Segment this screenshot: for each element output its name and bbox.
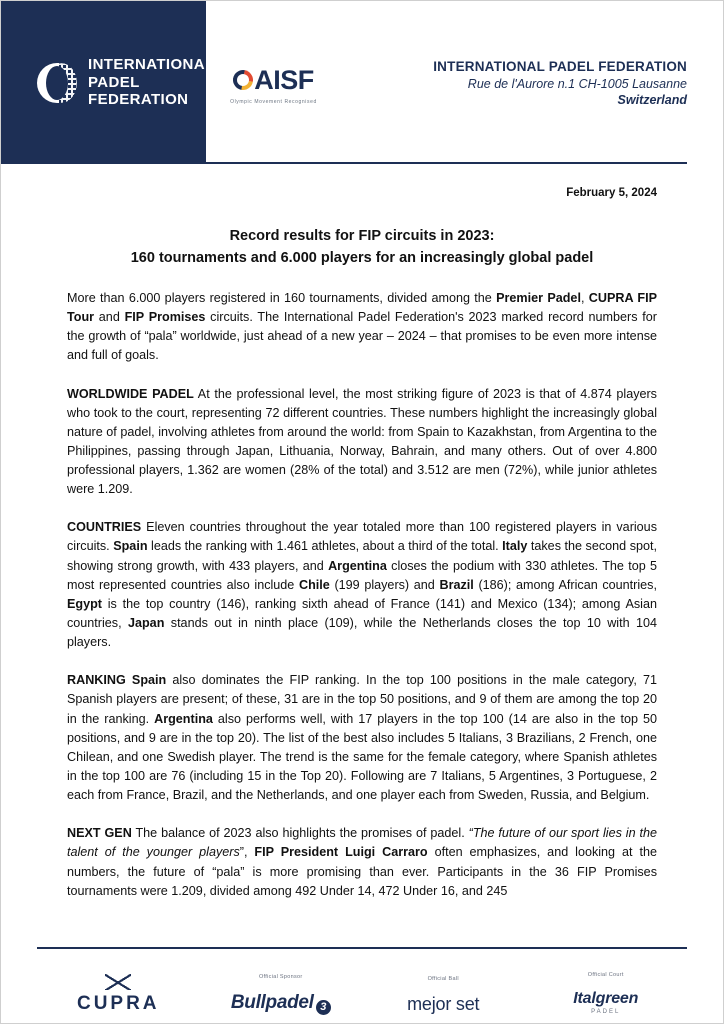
document-header <box>1 1 723 164</box>
title-line-2: 160 tournaments and 6.000 players for an increasingly global padel <box>130 250 594 267</box>
document-date: February 5, 2024 <box>566 187 657 199</box>
header-divider <box>37 162 687 164</box>
text-run: is the top country (146), ranking sixth ahead of France (141) and Mexico (134); among Asian countries, <box>67 596 657 631</box>
gaisf-ring-icon <box>229 66 257 94</box>
sponsor-mejorset <box>362 953 525 1019</box>
text-run: WORLDWIDE PADEL <box>67 386 194 401</box>
text-run: More than 6.000 players registered in 160 tournaments, divided among the <box>67 290 497 305</box>
federation-name: INTERNATIONAL PADEL FEDERATION <box>433 58 687 74</box>
text-run: FIP Promises <box>124 310 206 325</box>
text-run: leads the ranking with 1.461 athletes, about a third of the total. <box>147 539 503 554</box>
gaisf-logo-text: AISF <box>254 64 314 95</box>
federation-address-block <box>341 1 723 164</box>
sponsor-cupra-name: CUPRA <box>76 993 160 1014</box>
gaisf-logo <box>233 65 314 96</box>
sponsor-bullpadel-text: Bullpadel <box>230 992 314 1013</box>
text-run: also dominates the FIP ranking. In the top 100 positions in the male category, 71 Spanish players are present; of these, 31 are in the top 50 positions, and 9 of them are among the top 20 in the ranking. <box>67 673 657 726</box>
text-run: Argentina <box>154 711 213 726</box>
text-run: (186); among African countries, <box>473 577 657 592</box>
ipf-logo-line2: PADEL <box>88 73 140 91</box>
cupra-logo-icon <box>105 974 131 990</box>
text-run: The balance of 2023 also highlights the promises of padel. <box>131 826 469 841</box>
text-run: Chile <box>298 577 330 592</box>
text-run: also performs well, with 17 players in the top 100 (14 are also in the top 50 positions, and 9 are in the top 20). The list of the best also includes 5 Italians, 3 Brazilians, 2 French, one Chilean, and one Swedish player. The trend is the same for the female category, where Spanish athletes in the top 100 are 76 (including 15 in the Top 20). Following are 7 Italians, 5 Argentines, 3 Portuguese, 2 each from France, Brazil, and the Netherlands, and one player each from Sweden, Russia, and Belgium. <box>67 711 657 803</box>
footer-divider <box>37 947 687 949</box>
text-run: RANKING Spain <box>67 673 167 688</box>
ipf-logo-line3: FEDERATION <box>88 91 189 109</box>
text-run: FIP President Luigi Carraro <box>254 845 428 860</box>
text-run: Brazil <box>439 577 474 592</box>
document-content <box>1 187 723 901</box>
padel-ball-icon <box>37 61 77 105</box>
text-run: closes the podium with 330 athletes. The top 5 most represented countries also include <box>67 558 658 592</box>
federation-address: Rue de l'Aurore n.1 CH-1005 Lausanne <box>467 76 687 91</box>
text-run: often emphasizes, and looking at the numbers, the future of “pala” is more promising than ever. Participants in the 36 FIP Promises tournaments were 1.209, divided among 492 Under 14, 472 Under 16, and 245 <box>67 845 657 898</box>
text-run: Argentina <box>328 558 387 573</box>
paragraph-countries <box>67 518 657 652</box>
text-run: ”, <box>239 845 255 860</box>
text-run: , <box>580 290 589 305</box>
sponsor-cupra <box>37 953 200 1019</box>
text-run: “The future of our sport lies in the talent of the younger players <box>67 826 657 860</box>
text-run: CUPRA FIP Tour <box>67 290 658 325</box>
text-run: takes the second spot, showing strong growth, with 433 players, and <box>67 539 657 573</box>
sponsor-bullpadel-name <box>231 992 331 1015</box>
ipf-logo-text <box>88 56 215 109</box>
gaisf-logo-block <box>206 1 341 164</box>
page-title <box>67 225 657 270</box>
sponsor-bullpadel <box>200 953 363 1019</box>
text-run: Italy <box>502 539 528 554</box>
document-footer <box>1 947 723 1023</box>
sponsor-strip <box>37 953 687 1019</box>
text-run: At the professional level, the most striking figure of 2023 is that of 4.874 players who took to the court, representing 72 different countries. These numbers highlight the increasingly global nature of padel, involving athletes from around the world: from Spain to Kazakhstan, from Argentina to the Philippines, passing through Japan, Lithuania, Norway, Bahrain, and many others. Out of over 4.800 professional players, 1.362 are women (28% of the total) and 3.512 are men (72%), while junior athletes were 1.209. <box>67 386 657 497</box>
paragraph-next-gen <box>67 824 657 901</box>
text-run: Spain <box>113 539 148 554</box>
paragraph-worldwide-padel <box>67 385 657 500</box>
gaisf-subtitle: Olympic Movement Recognised <box>230 98 317 105</box>
ipf-logo-line1: INTERNATIONAL <box>88 55 215 73</box>
text-run: NEXT GEN <box>67 826 132 841</box>
text-run: and <box>94 310 125 325</box>
title-line-1: Record results for FIP circuits in 2023: <box>229 228 495 244</box>
text-run: COUNTRIES <box>67 520 142 535</box>
sponsor-mejorset-tag: Official Ball <box>427 976 459 982</box>
text-run: Egypt <box>67 596 102 611</box>
federation-country: Switzerland <box>617 92 687 107</box>
text-run: (199 players) and <box>329 577 440 592</box>
paragraph-intro <box>67 289 657 366</box>
sponsor-italgreen-sub: PADEL <box>591 1009 621 1015</box>
text-run: Japan <box>127 616 165 631</box>
text-run: Eleven countries throughout the year totaled more than 100 registered players in various circuits. <box>67 520 657 554</box>
text-run: stands out in ninth place (109), while the Netherlands closes the top 10 with 104 players. <box>67 616 657 650</box>
article-body <box>67 289 657 901</box>
sponsor-mejorset-name: mejor set <box>407 994 480 1014</box>
text-run: Premier Padel <box>496 290 581 305</box>
sponsor-italgreen <box>525 953 688 1019</box>
text-run: circuits. The International Padel Federation's 2023 marked record numbers for the growth of “pala” worldwide, just ahead of a new year – 2024 – that promises to be even more intense and full of goals. <box>67 310 657 363</box>
bullpadel-dot-icon: 3 <box>316 1000 331 1015</box>
ipf-logo-block <box>1 1 215 164</box>
sponsor-italgreen-name: Italgreen <box>573 990 639 1007</box>
sponsor-bullpadel-tag: Official Sponsor <box>258 974 303 980</box>
paragraph-ranking <box>67 671 657 805</box>
sponsor-italgreen-tag: Official Court <box>587 972 624 978</box>
